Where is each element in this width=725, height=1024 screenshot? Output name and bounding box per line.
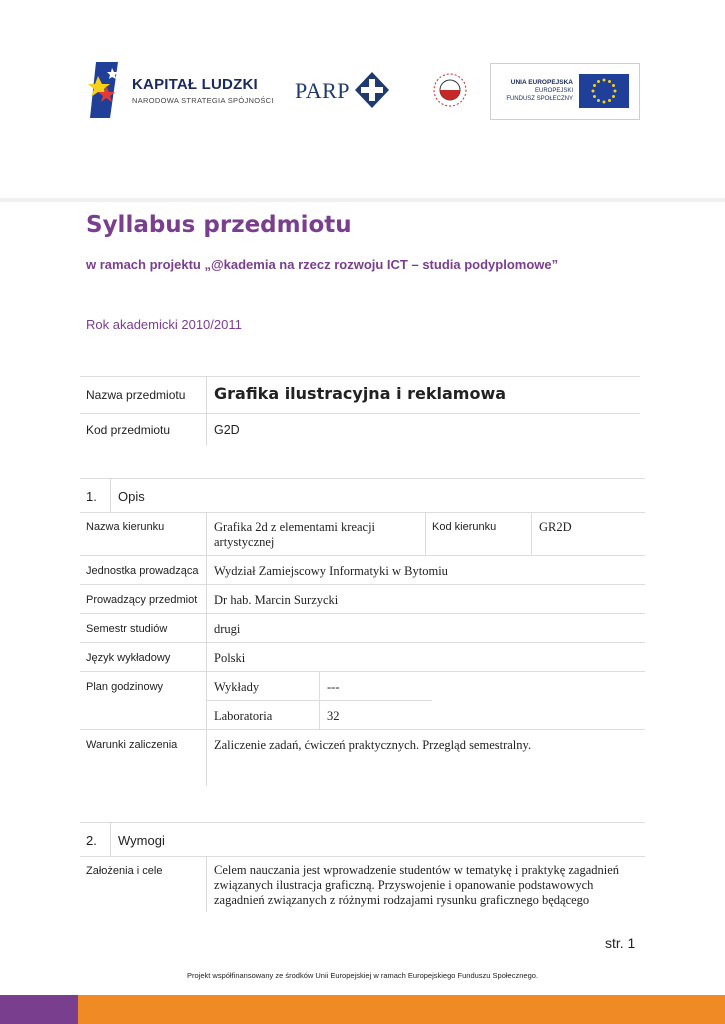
row-divider [80, 555, 645, 556]
page-title: Syllabus przedmiotu [86, 212, 352, 238]
zalozenia-value: Celem nauczania jest wprowadzenie studentów w tematykę i praktykę zagadnień związanych ilustracja graficzną. Przyswojenie i opanowanie podstawowych zagadnień związanych z różnymi rodzajami rysunku graficznego będącego [214, 863, 620, 907]
section1-number: 1. [86, 489, 97, 504]
section1-header-divider [80, 512, 645, 513]
section1-title: Opis [118, 489, 145, 504]
kapital-ludzki-emblem-icon [88, 62, 128, 118]
section1-column-divider [206, 512, 207, 786]
section2-column-divider [206, 856, 207, 912]
jezyk-label: Język wykładowy [86, 652, 171, 664]
section2-header-divider [80, 856, 645, 857]
eu-line-1: UNIA EUROPEJSKA [510, 79, 573, 86]
kod-kierunku-value: GR2D [539, 520, 572, 534]
jednostka-value: Wydział Zamiejscowy Informatyki w Bytomiu [214, 564, 448, 578]
plan-inner-divider [206, 700, 432, 701]
zalozenia-label: Założenia i cele [86, 865, 163, 877]
subject-code-label: Kod przedmiotu [86, 423, 171, 437]
kod-kierunku-label: Kod kierunku [432, 521, 497, 533]
laboratoria-value: 32 [327, 709, 340, 723]
kapital-ludzki-subtitle: NARODOWA STRATEGIA SPÓJNOŚCI [132, 96, 274, 105]
eu-flag-icon [579, 74, 629, 108]
section2-number: 2. [86, 833, 97, 848]
page-subtitle: w ramach projektu „@kademia na rzecz rozwoju ICT – studia podyplomowe” [86, 257, 559, 272]
wyklady-value: --- [327, 680, 340, 694]
parp-logo [295, 72, 395, 108]
page-number: str. 1 [605, 935, 636, 951]
jezyk-value: Polski [214, 651, 246, 665]
section2-title: Wymogi [118, 833, 165, 848]
section1-number-divider [110, 478, 111, 512]
row-divider [80, 671, 645, 672]
kierunek-label: Nazwa kierunku [86, 521, 165, 533]
header-divider [0, 198, 725, 202]
footer-bar-purple [0, 995, 78, 1024]
semestr-value: drugi [214, 622, 241, 636]
kierunek-value: Grafika 2d z elementami kreacji artystycznej [214, 520, 376, 549]
section1-top-divider [80, 478, 645, 479]
subject-name-value: Grafika ilustracyjna i reklamowa [214, 384, 507, 403]
row-divider [80, 584, 645, 585]
prowadzacy-label: Prowadzący przedmiot [86, 594, 198, 606]
kapital-ludzki-title: KAPITAŁ LUDZKI [132, 76, 258, 93]
subject-top-divider [80, 376, 640, 377]
eu-line-3: FUNDUSZ SPOŁECZNY [506, 96, 573, 102]
row-divider [80, 642, 645, 643]
subject-column-divider [206, 376, 207, 446]
semestr-label: Semestr studiów [86, 623, 168, 635]
academic-year: Rok akademicki 2010/2011 [86, 317, 242, 332]
jednostka-label: Jednostka prowadząca [86, 565, 199, 577]
warunki-label: Warunki zaliczenia [86, 739, 178, 751]
row-divider [80, 613, 645, 614]
kierunek-divider-2 [531, 512, 532, 555]
section2-top-divider [80, 822, 645, 823]
eu-line-2: EUROPEJSKI [534, 88, 573, 94]
kierunek-divider-1 [425, 512, 426, 555]
subject-code-value: G2D [214, 423, 240, 437]
wyklady-label: Wykłady [214, 680, 260, 694]
subject-middle-divider [80, 413, 640, 414]
warunki-value: Zaliczenie zadań, ćwiczeń praktycznych. Przegląd semestralny. [214, 738, 532, 752]
university-seal-icon [432, 70, 468, 110]
row-divider [80, 729, 645, 730]
prowadzacy-value: Dr hab. Marcin Surzycki [214, 593, 339, 607]
section2-number-divider [110, 822, 111, 856]
eu-social-fund-logo [490, 63, 640, 120]
plan-label: Plan godzinowy [86, 681, 164, 693]
parp-diamond-icon [355, 72, 389, 108]
university-seal-logo [432, 70, 468, 110]
subject-name-label: Nazwa przedmiotu [86, 388, 186, 402]
footer-bar-orange [78, 995, 725, 1024]
footer-note: Projekt współfinansowany ze środków Unii Europejskiej w ramach Europejskiego Funduszu Społecznego. [186, 971, 538, 980]
laboratoria-label: Laboratoria [214, 709, 273, 723]
parp-text: PARP [295, 78, 351, 103]
kapital-ludzki-logo [88, 62, 274, 118]
